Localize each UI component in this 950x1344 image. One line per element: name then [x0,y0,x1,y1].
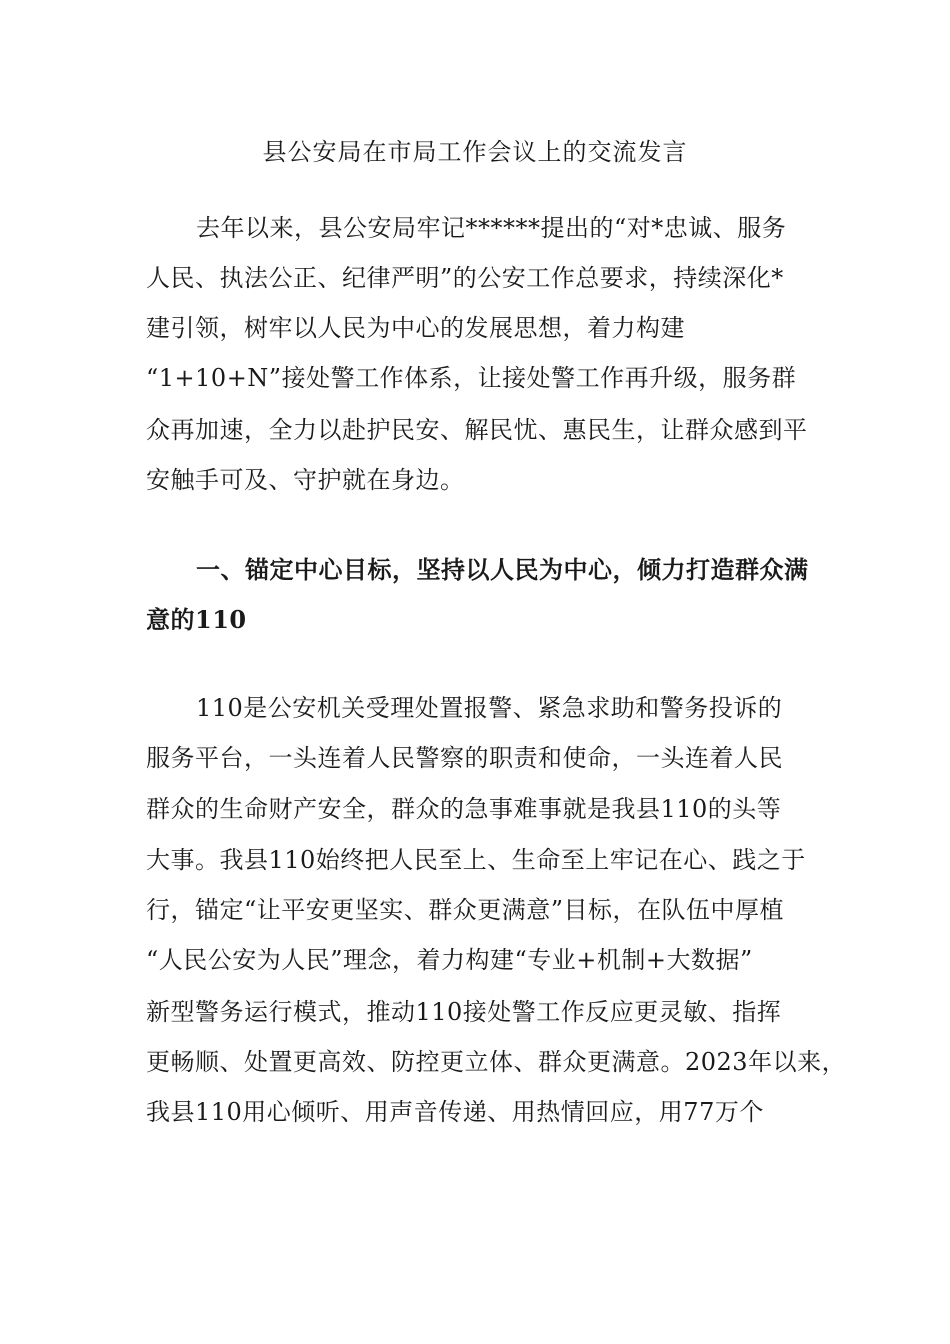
section1-body-line-2: 服务平台，一头连着人民警察的职责和使命，一头连着人民 [146,744,783,772]
intro-line-6: 安触手可及、守护就在身边。 [146,466,465,494]
section1-body-line-6: “人民公安为人民”理念，着力构建“专业+机制+大数据” [146,946,753,974]
section1-heading-line-1: 一、锚定中心目标，坚持以人民为中心，倾力打造群众满 [196,555,809,584]
section1-body-line-5: 行，锚定“让平安更坚实、群众更满意”目标，在队伍中厚植 [146,896,785,924]
section1-body-line-9: 我县110用心倾听、用声音传递、用热情回应，用77万个 [146,1098,764,1126]
intro-line-3: 建引领，树牢以人民为中心的发展思想，着力构建 [146,314,685,342]
section1-body-line-1: 110是公安机关受理处置报警、紧急求助和警务投诉的 [196,694,783,722]
section1-body-line-7: 新型警务运行模式，推动110接处警工作反应更灵敏、指挥 [146,998,782,1026]
section1-body-line-8: 更畅顺、处置更高效、防控更立体、群众更满意。2023年以来， [146,1048,847,1076]
intro-line-4: “1+10+N”接处警工作体系，让接处警工作再升级，服务群 [146,364,797,392]
section1-body-line-4: 大事。我县110始终把人民至上、生命至上牢记在心、践之于 [146,846,806,874]
intro-line-2: 人民、执法公正、纪律严明”的公安工作总要求，持续深化* [146,264,784,292]
section1-body-line-3: 群众的生命财产安全，群众的急事难事就是我县110的头等 [146,795,782,823]
document-title: 县公安局在市局工作会议上的交流发言 [262,138,688,166]
intro-line-1: 去年以来，县公安局牢记******提出的“对*忠诚、服务 [196,214,787,242]
intro-line-5: 众再加速，全力以赴护民安、解民忧、惠民生，让群众感到平 [146,416,808,444]
section1-heading-line-2: 意的110 [146,605,247,634]
